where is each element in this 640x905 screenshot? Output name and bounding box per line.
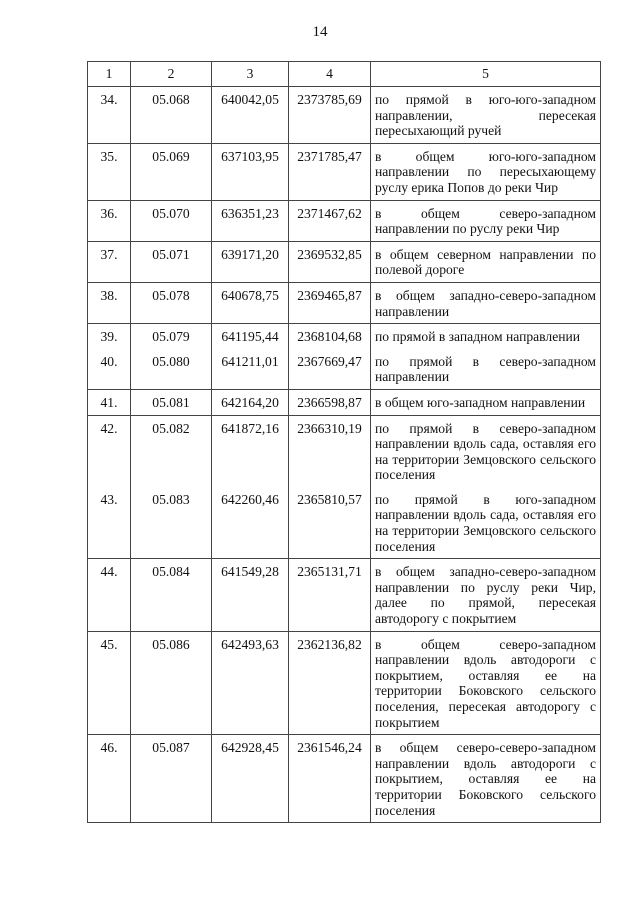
boundary-description: по прямой в северо-западном направлении вдоль сада, оставляя его на территории Земцовского сельского поселения — [371, 415, 601, 487]
coordinate-x: 641872,16 — [212, 415, 289, 487]
coordinate-y: 2365810,57 — [289, 487, 371, 559]
boundary-description: в общем западно-северо-западном направлении по руслу реки Чир, далее по прямой, пересекая автодорогу с покрытием — [371, 559, 601, 631]
point-number: 34. — [88, 87, 131, 144]
coordinate-y: 2366310,19 — [289, 415, 371, 487]
coordinate-y: 2367669,47 — [289, 349, 371, 390]
point-code: 05.081 — [131, 389, 212, 415]
table-row — [88, 389, 601, 415]
boundary-description: в общем юго-юго-западном направлении по пересыхающему руслу ерика Попов до реки Чир — [371, 143, 601, 200]
coordinate-y: 2369465,87 — [289, 282, 371, 323]
point-code: 05.070 — [131, 200, 212, 241]
boundary-description: по прямой в северо-западном направлении — [371, 349, 601, 390]
point-code: 05.084 — [131, 559, 212, 631]
coordinate-x: 636351,23 — [212, 200, 289, 241]
boundary-description: в общем западно-северо-западном направлении — [371, 282, 601, 323]
point-code: 05.080 — [131, 349, 212, 390]
point-code: 05.078 — [131, 282, 212, 323]
coordinate-x: 641195,44 — [212, 324, 289, 349]
point-code: 05.082 — [131, 415, 212, 487]
table-header-row — [88, 62, 601, 87]
column-header: 4 — [289, 62, 371, 87]
coordinate-y: 2371467,62 — [289, 200, 371, 241]
coordinate-y: 2366598,87 — [289, 389, 371, 415]
boundary-description: в общем северном направлении по полевой дороге — [371, 241, 601, 282]
coordinate-y: 2369532,85 — [289, 241, 371, 282]
table-row — [88, 282, 601, 323]
table-row — [88, 559, 601, 631]
boundary-points-table — [87, 61, 601, 823]
boundary-description: по прямой в юго-юго-западном направлении, пересекая пересыхающий ручей — [371, 87, 601, 144]
point-code: 05.079 — [131, 324, 212, 349]
table-row — [88, 87, 601, 144]
page-number: 14 — [312, 24, 328, 40]
table-row — [88, 324, 601, 349]
coordinate-x: 642928,45 — [212, 735, 289, 823]
column-header: 1 — [88, 62, 131, 87]
point-code: 05.087 — [131, 735, 212, 823]
point-number: 35. — [88, 143, 131, 200]
coordinate-x: 640678,75 — [212, 282, 289, 323]
boundary-description: в общем северо-западном направлении по руслу реки Чир — [371, 200, 601, 241]
boundary-description: в общем северо-западном направлении вдоль автодороги с покрытием, оставляя ее на территории Боковского сельского поселения, пересекая автодорогу с покрытием — [371, 631, 601, 735]
table-row — [88, 735, 601, 823]
coordinate-y: 2373785,69 — [289, 87, 371, 144]
coordinate-x: 640042,05 — [212, 87, 289, 144]
table-row — [88, 241, 601, 282]
point-number: 42. — [88, 415, 131, 487]
point-number: 41. — [88, 389, 131, 415]
coordinate-x: 639171,20 — [212, 241, 289, 282]
coordinate-y: 2361546,24 — [289, 735, 371, 823]
boundary-description: в общем северо-северо-западном направлении вдоль автодороги с покрытием, оставляя ее на территории Боковского сельского поселения — [371, 735, 601, 823]
point-number: 46. — [88, 735, 131, 823]
coordinate-y: 2365131,71 — [289, 559, 371, 631]
boundary-description: по прямой в западном направлении — [371, 324, 601, 349]
coordinate-y: 2368104,68 — [289, 324, 371, 349]
table-row — [88, 487, 601, 559]
coordinate-x: 641211,01 — [212, 349, 289, 390]
column-header: 2 — [131, 62, 212, 87]
coordinate-x: 642164,20 — [212, 389, 289, 415]
coordinate-x: 642493,63 — [212, 631, 289, 735]
coordinate-x: 642260,46 — [212, 487, 289, 559]
coordinate-y: 2371785,47 — [289, 143, 371, 200]
point-number: 40. — [88, 349, 131, 390]
point-code: 05.069 — [131, 143, 212, 200]
point-number: 37. — [88, 241, 131, 282]
table-row — [88, 200, 601, 241]
point-number: 38. — [88, 282, 131, 323]
table-row — [88, 143, 601, 200]
point-number: 36. — [88, 200, 131, 241]
point-number: 43. — [88, 487, 131, 559]
point-code: 05.068 — [131, 87, 212, 144]
point-number: 39. — [88, 324, 131, 349]
coordinate-x: 641549,28 — [212, 559, 289, 631]
boundary-description: по прямой в юго-западном направлении вдоль сада, оставляя его на территории Земцовского сельского поселения — [371, 487, 601, 559]
point-code: 05.071 — [131, 241, 212, 282]
point-number: 45. — [88, 631, 131, 735]
table-row — [88, 415, 601, 487]
table-row — [88, 631, 601, 735]
coordinate-x: 637103,95 — [212, 143, 289, 200]
column-header: 5 — [371, 62, 601, 87]
point-code: 05.083 — [131, 487, 212, 559]
point-number: 44. — [88, 559, 131, 631]
point-code: 05.086 — [131, 631, 212, 735]
coordinate-y: 2362136,82 — [289, 631, 371, 735]
boundary-description: в общем юго-западном направлении — [371, 389, 601, 415]
table-row — [88, 349, 601, 390]
column-header: 3 — [212, 62, 289, 87]
